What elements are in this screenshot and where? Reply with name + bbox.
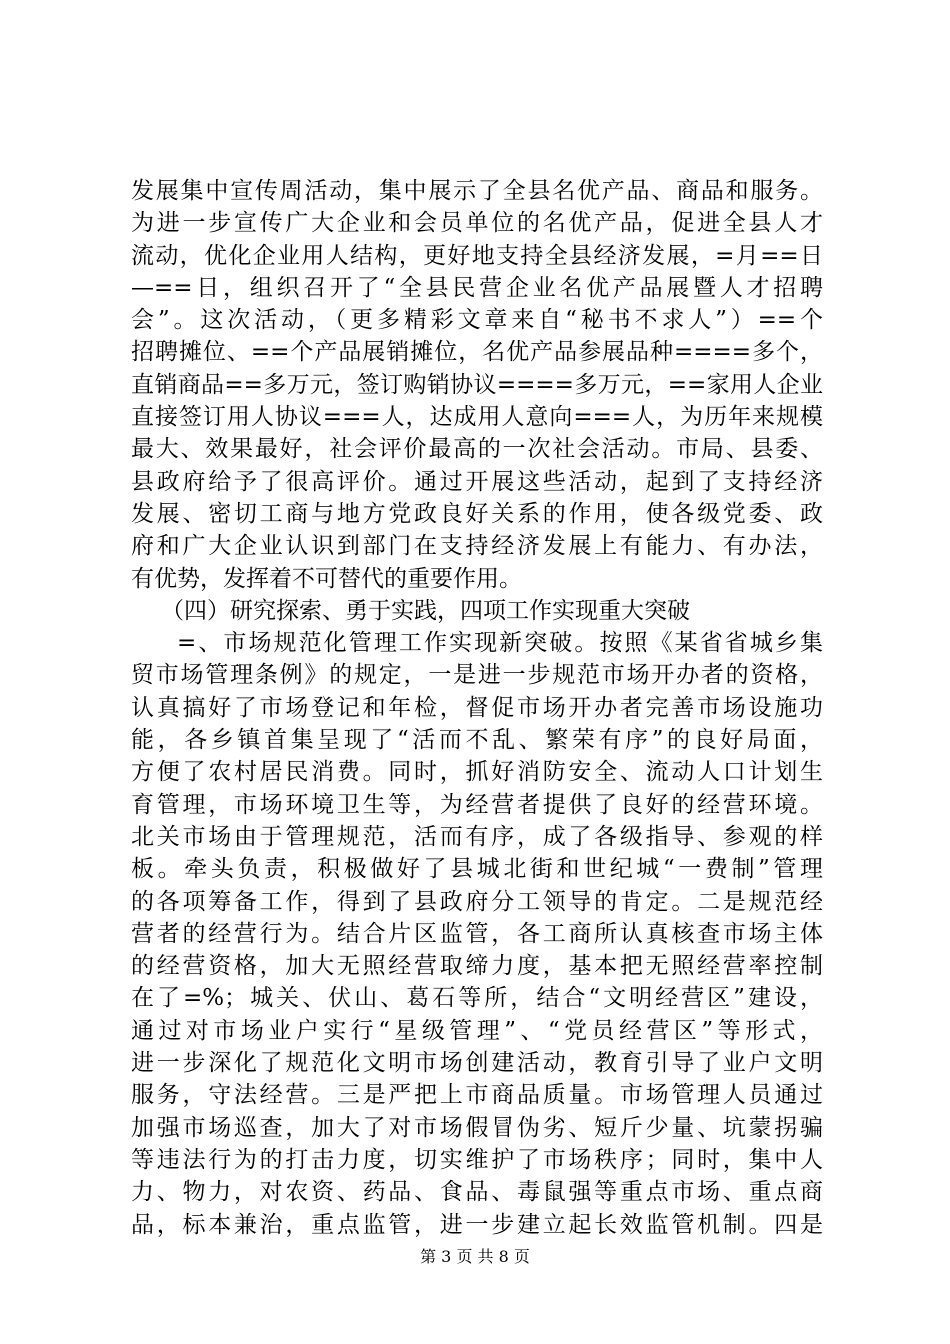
text-line: 认真搞好了市场登记和年检，督促市场开办者完善市场设施功 — [131, 694, 823, 721]
text-line: 通过对市场业户实行“星级管理”、“党员经营区”等形式， — [131, 1017, 823, 1044]
text-line: 能，各乡镇首集呈现了“活而不乱、繁荣有序”的良好局面， — [131, 727, 823, 754]
text-line: 品，标本兼治，重点监管，进一步建立起长效监管机制。四是 — [131, 1211, 823, 1238]
text-line: 直销商品==多万元，签订购销协议====多万元，==家用人企业 — [131, 371, 823, 398]
text-line: 力、物力，对农资、药品、食品、毒鼠强等重点市场、重点商 — [131, 1179, 823, 1206]
text-line: 有优势，发挥着不可替代的重要作用。 — [131, 565, 522, 592]
text-line: 育管理，市场环境卫生等，为经营者提供了良好的经营环境。 — [131, 791, 823, 818]
text-line: 为进一步宣传广大企业和会员单位的名优产品，促进全县人才 — [131, 210, 823, 237]
text-line: 服务，守法经营。三是严把上市商品质量。市场管理人员通过 — [131, 1082, 823, 1109]
text-line: 的经营资格，加大无照经营取缔力度，基本把无照经营率控制 — [131, 953, 823, 980]
text-line: 营者的经营行为。结合片区监管，各工商所认真核查市场主体 — [131, 920, 823, 947]
text-line: 进一步深化了规范化文明市场创建活动，教育引导了业户文明 — [131, 1050, 823, 1077]
text-line: 加强市场巡查，加大了对市场假冒伪劣、短斤少量、坑蒙拐骗 — [131, 1114, 823, 1141]
text-line: 在了=%；城关、伏山、葛石等所，结合“文明经营区”建设， — [131, 985, 823, 1012]
text-line: 直接签订用人协议===人，达成用人意向===人，为历年来规模 — [131, 404, 823, 431]
body-text — [131, 175, 823, 1241]
text-line: 板。牵头负责，积极做好了县城北街和世纪城“一费制”管理 — [131, 856, 823, 883]
text-line: 流动，优化企业用人结构，更好地支持全县经济发展，=月==日 — [131, 242, 823, 269]
text-line: 发展集中宣传周活动，集中展示了全县名优产品、商品和服务。 — [131, 178, 823, 204]
text-line: 府和广大企业认识到部门在支持经济发展上有能力、有办法， — [131, 533, 823, 560]
text-line: 北关市场由于管理规范，活而有序，成了各级指导、参观的样 — [131, 823, 823, 850]
text-line: 方便了农村居民消费。同时，抓好消防安全、流动人口计划生 — [131, 759, 823, 786]
text-line: 发展、密切工商与地方党政良好关系的作用，使各级党委、政 — [131, 500, 823, 527]
text-line: 县政府给予了很高评价。通过开展这些活动，起到了支持经济 — [131, 468, 823, 495]
text-line: 等违法行为的打击力度，切实维护了市场秩序；同时，集中人 — [131, 1146, 823, 1173]
text-line: （四）研究探索、勇于实践，四项工作实现重大突破 — [161, 597, 690, 624]
text-line: =、市场规范化管理工作实现新突破。按照《某省省城乡集 — [177, 630, 823, 657]
text-line: 会”。这次活动，（更多精彩文章来自“秘书不求人”）==个 — [131, 307, 823, 334]
text-line: 的各项筹备工作，得到了县政府分工领导的肯定。二是规范经 — [131, 888, 823, 915]
text-line: 最大、效果最好，社会评价最高的一次社会活动。市局、县委、 — [131, 436, 823, 463]
text-line: 贸市场管理条例》的规定，一是进一步规范市场开办者的资格， — [131, 662, 823, 689]
page-footer: 第 3 页 共 8 页 — [420, 1247, 530, 1266]
text-line: —==日，组织召开了“全县民营企业名优产品展暨人才招聘 — [131, 274, 823, 301]
text-line: 招聘摊位、==个产品展销摊位，名优产品参展品种====多个， — [131, 339, 823, 366]
